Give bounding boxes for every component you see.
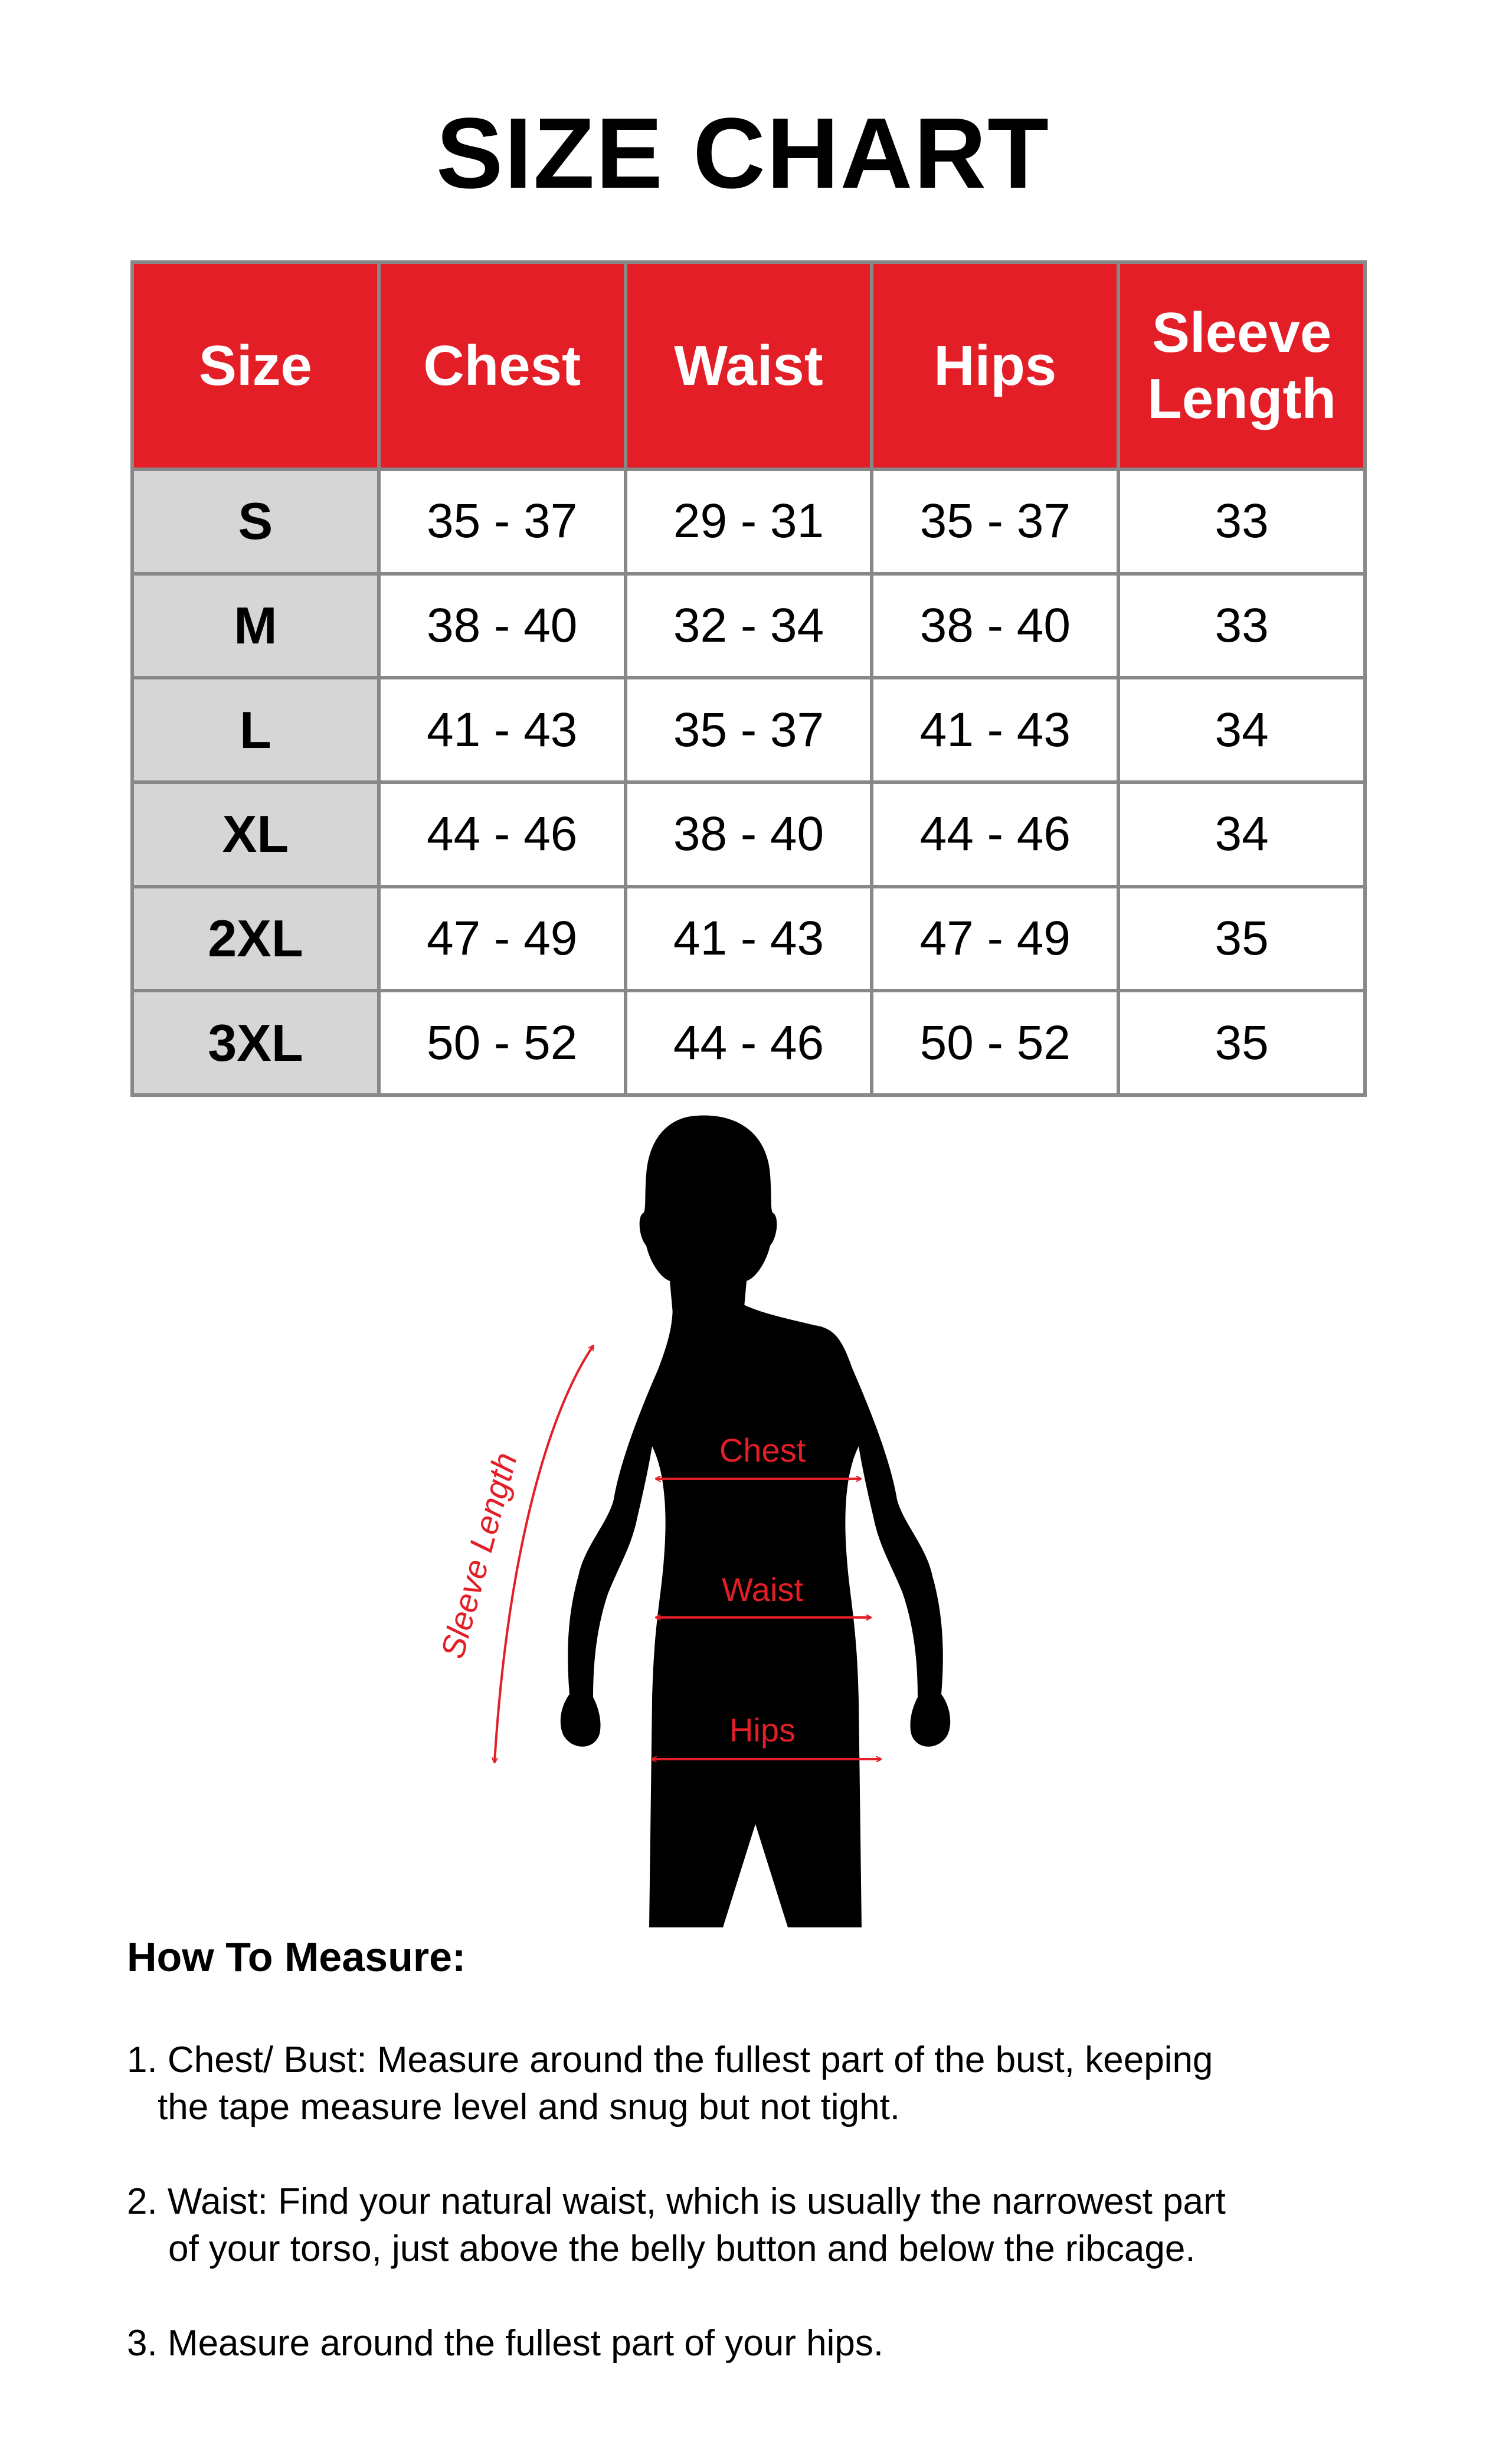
instruction-chest-line1: 1. Chest/ Bust: Measure around the fullest part of the bust, keeping <box>127 2040 1213 2080</box>
table-row <box>132 574 1365 678</box>
chest-label: Chest <box>719 1432 806 1469</box>
waist-cell: 32 - 34 <box>626 574 872 678</box>
sleeve-cell: 34 <box>1118 782 1365 887</box>
sleeve-cell: 35 <box>1118 991 1365 1095</box>
waist-cell: 29 - 31 <box>626 469 872 574</box>
hips-cell: 38 - 40 <box>872 574 1118 678</box>
header-size: Size <box>132 262 379 469</box>
header-waist: Waist <box>626 262 872 469</box>
size-cell: S <box>132 469 379 574</box>
size-cell: M <box>132 574 379 678</box>
instruction-chest-line2: the tape measure level and snug but not tight. <box>158 2087 901 2128</box>
header-sleeve-length <box>1118 262 1365 469</box>
instruction-waist-line2: of your torso, just above the belly button and below the ribcage. <box>168 2228 1196 2269</box>
header-hips: Hips <box>872 262 1118 469</box>
table-header-row <box>132 262 1365 469</box>
how-to-measure-heading: How To Measure: <box>127 1934 466 1980</box>
waist-cell: 38 - 40 <box>626 782 872 887</box>
instruction-hips-line1: 3. Measure around the fullest part of your hips. <box>127 2323 884 2364</box>
hips-cell: 50 - 52 <box>872 991 1118 1095</box>
hips-cell: 41 - 43 <box>872 678 1118 782</box>
chest-cell: 47 - 49 <box>379 887 626 991</box>
header-chest: Chest <box>379 262 626 469</box>
instruction-chest <box>127 2037 1396 2131</box>
waist-cell: 41 - 43 <box>626 887 872 991</box>
hips-cell: 44 - 46 <box>872 782 1118 887</box>
size-cell: XL <box>132 782 379 887</box>
instruction-hips <box>127 2320 1396 2367</box>
page-title: SIZE CHART <box>436 97 1050 210</box>
sleeve-cell: 35 <box>1118 887 1365 991</box>
table-row <box>132 678 1365 782</box>
table-row <box>132 887 1365 991</box>
instruction-waist <box>127 2178 1396 2273</box>
hips-cell: 47 - 49 <box>872 887 1118 991</box>
chest-cell: 35 - 37 <box>379 469 626 574</box>
sleeve-cell: 34 <box>1118 678 1365 782</box>
chest-cell: 38 - 40 <box>379 574 626 678</box>
chest-cell: 50 - 52 <box>379 991 626 1095</box>
hips-label: Hips <box>729 1711 796 1749</box>
table-row <box>132 991 1365 1095</box>
waist-cell: 44 - 46 <box>626 991 872 1095</box>
header-sleeve-length-label: Sleeve Length <box>1147 300 1337 430</box>
body-silhouette-svg <box>425 1110 1015 1936</box>
sleeve-cell: 33 <box>1118 574 1365 678</box>
size-cell: L <box>132 678 379 782</box>
chest-cell: 44 - 46 <box>379 782 626 887</box>
waist-cell: 35 - 37 <box>626 678 872 782</box>
table-row <box>132 782 1365 887</box>
body-silhouette <box>561 1116 950 1927</box>
table-row <box>132 469 1365 574</box>
size-table <box>130 260 1367 1097</box>
waist-label: Waist <box>722 1571 803 1608</box>
hips-cell: 35 - 37 <box>872 469 1118 574</box>
size-cell: 2XL <box>132 887 379 991</box>
chest-cell: 41 - 43 <box>379 678 626 782</box>
sleeve-length-label: Sleeve Length <box>433 1448 524 1663</box>
sleeve-cell: 33 <box>1118 469 1365 574</box>
size-cell: 3XL <box>132 991 379 1095</box>
body-measurement-figure <box>425 1110 1015 1936</box>
instruction-waist-line1: 2. Waist: Find your natural waist, which is usually the narrowest part <box>127 2181 1226 2222</box>
